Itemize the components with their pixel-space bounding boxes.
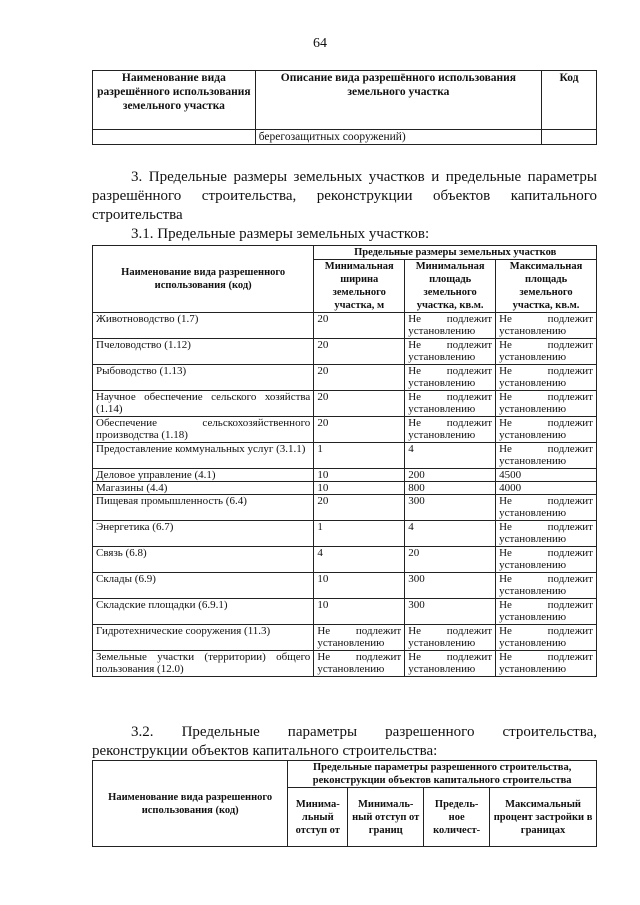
header-max-area: Максимальная площадь земельного участка, кв.м. <box>496 260 597 313</box>
table-row <box>93 599 597 625</box>
cell-max-area: Не подлежит установлению <box>496 391 597 417</box>
table-row <box>93 469 597 482</box>
cell-min-area: 4 <box>405 521 496 547</box>
cell-max-area: Не подлежит установлению <box>496 443 597 469</box>
cell-land-use-name: Пчеловодство (1.12) <box>93 339 314 365</box>
cell-name <box>93 130 256 145</box>
header-code: Код <box>542 71 597 130</box>
cell-min-width: 20 <box>314 339 405 365</box>
table-row <box>93 651 597 677</box>
cell-land-use-name: Предоставление коммунальных услуг (3.1.1) <box>93 443 314 469</box>
cell-land-use-name: Животноводство (1.7) <box>93 313 314 339</box>
cell-min-area: Не подлежит установлению <box>405 391 496 417</box>
cell-min-area: 200 <box>405 469 496 482</box>
cell-land-use-name: Связь (6.8) <box>93 547 314 573</box>
section-3-line-3: строительства <box>92 207 183 223</box>
cell-min-width: 10 <box>314 573 405 599</box>
table-row <box>93 521 597 547</box>
table-row <box>93 130 597 145</box>
header-max-building-coverage: Максимальный процент застройки в границах <box>490 788 597 847</box>
cell-min-width: 20 <box>314 391 405 417</box>
cell-min-width: 20 <box>314 417 405 443</box>
cell-land-use-name: Научное обеспечение сельского хозяйства (1.14) <box>93 391 314 417</box>
cell-max-area: Не подлежит установлению <box>496 313 597 339</box>
cell-min-area: 20 <box>405 547 496 573</box>
table-row <box>93 417 597 443</box>
header-min-setback-boundaries: Минималь-ный отступ от границ <box>348 788 424 847</box>
header-min-width: Минимальная ширина земельного участка, м <box>314 260 405 313</box>
cell-max-area: 4000 <box>496 482 597 495</box>
cell-land-use-name: Энергетика (6.7) <box>93 521 314 547</box>
table-row <box>93 313 597 339</box>
cell-min-width: 10 <box>314 599 405 625</box>
header-min-area: Минимальная площадь земельного участка, кв.м. <box>405 260 496 313</box>
table-header-row <box>93 71 597 130</box>
header-min-setback: Минима-льный отступ от <box>288 788 348 847</box>
cell-min-width: 4 <box>314 547 405 573</box>
subsection-3-1-heading: 3.1. Предельные размеры земельных участков: <box>131 226 430 242</box>
table-header-row <box>93 761 597 788</box>
cell-min-width: Не подлежит установлению <box>314 625 405 651</box>
cell-min-width: 10 <box>314 469 405 482</box>
header-land-use-name: Наименование вида разрешенного использования (код) <box>93 246 314 313</box>
cell-code <box>542 130 597 145</box>
cell-min-area: Не подлежит установлению <box>405 365 496 391</box>
page-number: 64 <box>313 36 327 51</box>
cell-land-use-name: Пищевая промышленность (6.4) <box>93 495 314 521</box>
table-row <box>93 482 597 495</box>
header-land-use-name: Наименование вида разрешённого использования земельного участка <box>93 71 256 130</box>
cell-land-use-name: Обеспечение сельскохозяйственного производства (1.18) <box>93 417 314 443</box>
table-row <box>93 391 597 417</box>
section-3-line-1: 3. Предельные размеры земельных участков и предельные параметры <box>131 169 597 185</box>
cell-max-area: Не подлежит установлению <box>496 521 597 547</box>
table-row <box>93 365 597 391</box>
cell-min-width: 1 <box>314 443 405 469</box>
cell-max-area: Не подлежит установлению <box>496 495 597 521</box>
cell-max-area: Не подлежит установлению <box>496 599 597 625</box>
cell-min-area: 300 <box>405 599 496 625</box>
table-row <box>93 495 597 521</box>
table-row <box>93 547 597 573</box>
cell-min-area: Не подлежит установлению <box>405 651 496 677</box>
cell-min-area: 300 <box>405 573 496 599</box>
header-max-floors: Предель-ное количест- <box>424 788 490 847</box>
cell-description: берегозащитных сооружений) <box>255 130 541 145</box>
cell-max-area: Не подлежит установлению <box>496 573 597 599</box>
cell-max-area: Не подлежит установлению <box>496 339 597 365</box>
cell-land-use-name: Гидротехнические сооружения (11.3) <box>93 625 314 651</box>
header-land-use-description: Описание вида разрешённого использования земельного участка <box>255 71 541 130</box>
cell-max-area: Не подлежит установлению <box>496 417 597 443</box>
section-3-2-line-1: 3.2. Предельные параметры разрешенного строительства, <box>131 724 597 740</box>
table-row <box>93 339 597 365</box>
table-row <box>93 573 597 599</box>
cell-min-area: 300 <box>405 495 496 521</box>
cell-land-use-name: Склады (6.9) <box>93 573 314 599</box>
cell-min-width: 20 <box>314 495 405 521</box>
section-3-line-2: разрешённого строительства, реконструкции объектов капитального <box>92 188 597 204</box>
cell-land-use-name: Рыбоводство (1.13) <box>93 365 314 391</box>
cell-max-area: Не подлежит установлению <box>496 365 597 391</box>
table-row <box>93 443 597 469</box>
cell-min-width: 1 <box>314 521 405 547</box>
cell-min-width: Не подлежит установлению <box>314 651 405 677</box>
cell-max-area: Не подлежит установлению <box>496 651 597 677</box>
cell-land-use-name: Складские площадки (6.9.1) <box>93 599 314 625</box>
cell-min-area: Не подлежит установлению <box>405 339 496 365</box>
cell-min-area: 800 <box>405 482 496 495</box>
section-3-2-line-2: реконструкции объектов капитального строительства: <box>92 743 438 759</box>
cell-min-width: 10 <box>314 482 405 495</box>
cell-min-area: 4 <box>405 443 496 469</box>
cell-land-use-name: Деловое управление (4.1) <box>93 469 314 482</box>
table-header-row <box>93 246 597 260</box>
land-plot-size-limits-table <box>92 245 597 677</box>
header-group-land-plot-sizes: Предельные размеры земельных участков <box>314 246 597 260</box>
header-group-construction-limits: Предельные параметры разрешенного строительства, реконструкции объектов капитального строительства <box>288 761 597 788</box>
cell-min-area: Не подлежит установлению <box>405 417 496 443</box>
cell-land-use-name: Магазины (4.4) <box>93 482 314 495</box>
cell-min-width: 20 <box>314 313 405 339</box>
cell-max-area: Не подлежит установлению <box>496 547 597 573</box>
cell-land-use-name: Земельные участки (территории) общего пользования (12.0) <box>93 651 314 677</box>
land-use-description-table <box>92 70 597 145</box>
cell-min-area: Не подлежит установлению <box>405 313 496 339</box>
header-land-use-name: Наименование вида разрешенного использования (код) <box>93 761 288 847</box>
construction-parameters-table <box>92 760 597 847</box>
cell-max-area: Не подлежит установлению <box>496 625 597 651</box>
table-row <box>93 625 597 651</box>
cell-max-area: 4500 <box>496 469 597 482</box>
cell-min-width: 20 <box>314 365 405 391</box>
cell-min-area: Не подлежит установлению <box>405 625 496 651</box>
